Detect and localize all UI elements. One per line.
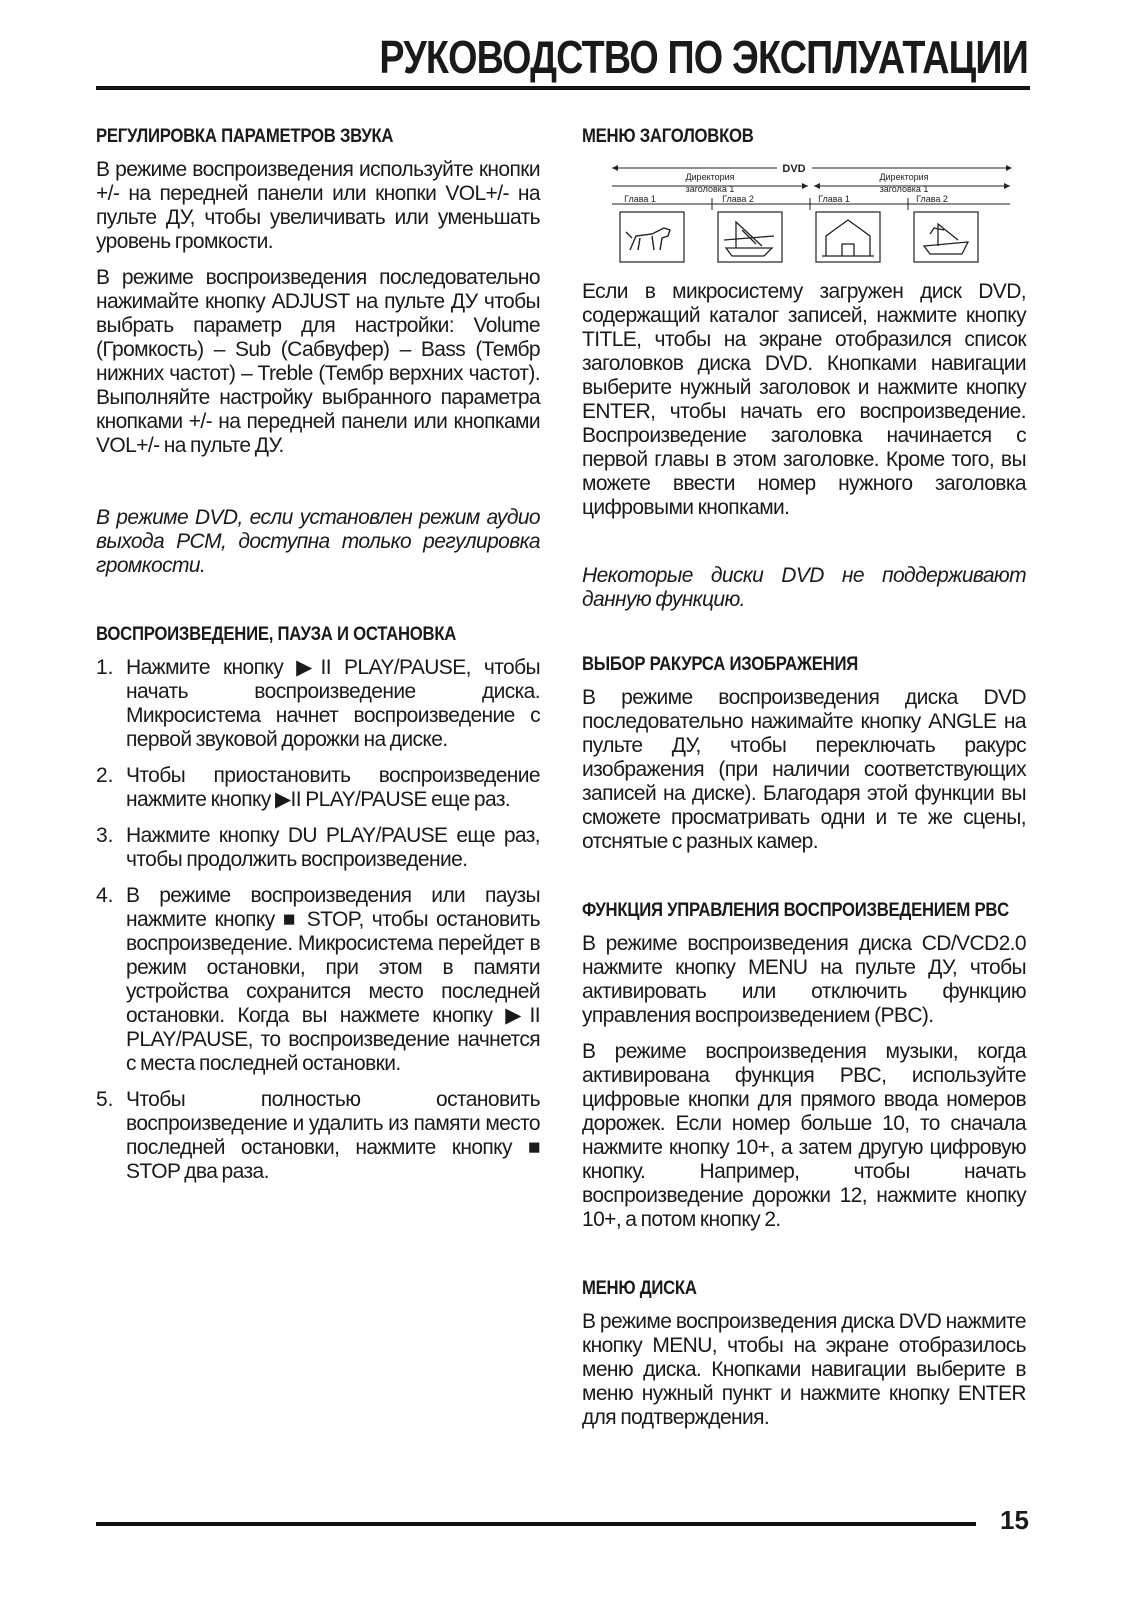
section-heading: ФУНКЦИЯ УПРАВЛЕНИЯ ВОСПРОИЗВЕДЕНИЕМ PBC xyxy=(582,900,1009,921)
section-heading: МЕНЮ ЗАГОЛОВКОВ xyxy=(582,126,754,147)
dvd-label: DVD xyxy=(782,163,806,175)
list-number: 3. xyxy=(96,824,114,847)
dvd-structure-diagram xyxy=(612,158,1012,266)
paragraph: Если в микросистему загружен диск DVD, содержащий каталог записей, нажмите кнопку TITLE, чтобы на экране отобразился список заголовков диска DVD. Кнопками навигации выберите нужный заголовок и нажмите кнопку ENTER, чтобы начать его воспроизведение. Воспроизведение заголовка начинается с первой главы в этом заголовке. Кроме того, вы можете ввести номер нужного заголовка цифровыми кнопками. xyxy=(582,280,1026,519)
list-text: В режиме воспроизведения или паузы нажмите кнопку ■ STOP, чтобы остановить воспроизведение. Микросистема перейдет в режим остановки, при этом в памяти устройства сохранится место последней остановки. Когда вы нажмете кнопку ▶II PLAY/PAUSE, то воспроизведение начнется с места последней остановки. xyxy=(126,884,540,1075)
paragraph: В режиме воспроизведения диска CD/VCD2.0 нажмите кнопку MENU на пульте ДУ, чтобы активировать или отключить функцию управления воспроизведением (PBC). xyxy=(582,932,1026,1027)
left-column xyxy=(96,126,540,1196)
ship-icon xyxy=(718,212,782,262)
list-item xyxy=(96,824,540,872)
directory-label: Директория xyxy=(879,172,929,182)
list-number: 1. xyxy=(96,656,114,679)
list-item xyxy=(96,656,540,752)
list-item xyxy=(96,764,540,812)
list-item xyxy=(96,1088,540,1184)
paragraph: В режиме воспроизведения диска DVD нажмите кнопку MENU, чтобы на экране отобразилось меню диска. Кнопками навигации выберите в меню нужный пункт и нажмите кнопку ENTER для подтверждения. xyxy=(582,1310,1026,1429)
section-angle xyxy=(582,654,1026,854)
section-pbc xyxy=(582,900,1026,1232)
paragraph: В режиме воспроизведения используйте кнопки +/- на передней панели или кнопки VOL+/- на пульте ДУ, чтобы увеличивать или уменьшать уровень громкости. xyxy=(96,158,540,253)
directory-label: заголовка 1 xyxy=(685,184,735,194)
right-column xyxy=(582,126,1026,1442)
directory-label: Директория xyxy=(685,172,735,182)
list-text: Нажмите кнопку ▶II PLAY/PAUSE, чтобы начать воспроизведение диска. Микросистема начнет воспроизведение с первой звуковой дорожки на диске. xyxy=(126,656,540,751)
section-playback xyxy=(96,624,540,1184)
paragraph: В режиме воспроизведения диска DVD последовательно нажимайте кнопку ANGLE на пульте ДУ, чтобы переключать ракурс изображения (при наличии соответствующих записей на диске). Благодаря этой функции вы сможете просматривать одни и те же сцены, отснятые с разных камер. xyxy=(582,686,1026,853)
section-heading: РЕГУЛИРОВКА ПАРАМЕТРОВ ЗВУКА xyxy=(96,126,394,147)
list-number: 5. xyxy=(96,1088,114,1111)
footer-divider xyxy=(96,1522,976,1526)
chapter-label: Глава 2 xyxy=(722,194,754,204)
dog-icon xyxy=(620,212,684,262)
directory-label: заголовка 1 xyxy=(879,184,929,194)
section-title-menu xyxy=(582,126,1026,612)
section-disc-menu xyxy=(582,1278,1026,1430)
boat-icon xyxy=(914,212,978,262)
note: В режиме DVD, если установлен режим аудио выхода PCM, доступна только регулировка громкости. xyxy=(96,506,540,577)
section-heading: ВЫБОР РАКУРСА ИЗОБРАЖЕНИЯ xyxy=(582,654,858,675)
page-title: РУКОВОДСТВО ПО ЭКСПЛУАТАЦИИ xyxy=(379,31,1028,83)
paragraph: В режиме воспроизведения последовательно нажимайте кнопку ADJUST на пульте ДУ чтобы выбрать параметр для настройки: Volume (Громкость) – Sub (Сабвуфер) – Bass (Тембр нижних частот) – Treble (Тембр верхних частот). Выполняйте настройку выбранного параметра кнопками +/- на передней панели или кнопками VOL+/- на пульте ДУ. xyxy=(96,266,540,457)
list-number: 4. xyxy=(96,884,114,907)
title-divider xyxy=(96,86,1030,90)
section-sound-settings xyxy=(96,126,540,578)
list-text: Нажмите кнопку DU PLAY/PAUSE еще раз, чтобы продолжить воспроизведение. xyxy=(126,824,540,871)
list-item xyxy=(96,884,540,1076)
chapter-label: Глава 2 xyxy=(916,194,948,204)
section-heading: МЕНЮ ДИСКА xyxy=(582,1278,697,1299)
house-icon xyxy=(816,212,880,262)
chapter-label: Глава 1 xyxy=(624,194,656,204)
list-number: 2. xyxy=(96,764,114,787)
list-text: Чтобы полностью остановить воспроизведение и удалить из памяти место последней остановки, нажмите кнопку ■ STOP два раза. xyxy=(126,1088,540,1183)
section-heading: ВОСПРОИЗВЕДЕНИЕ, ПАУЗА И ОСТАНОВКА xyxy=(96,624,457,645)
note: Некоторые диски DVD не поддерживают данную функцию. xyxy=(582,564,1026,611)
numbered-list xyxy=(96,656,540,1184)
paragraph: В режиме воспроизведения музыки, когда активирована функция PBC, используйте цифровые кнопки для прямого ввода номеров дорожек. Если номер больше 10, то сначала нажмите кнопку 10+, а затем другую цифровую кнопку. Например, чтобы начать воспроизведение дорожки 12, нажмите кнопку 10+, а потом кнопку 2. xyxy=(582,1040,1026,1231)
chapter-label: Глава 1 xyxy=(818,194,850,204)
page-number: 15 xyxy=(1000,1505,1029,1535)
list-text: Чтобы приостановить воспроизведение нажмите кнопку ▶II PLAY/PAUSE еще раз. xyxy=(126,764,540,811)
